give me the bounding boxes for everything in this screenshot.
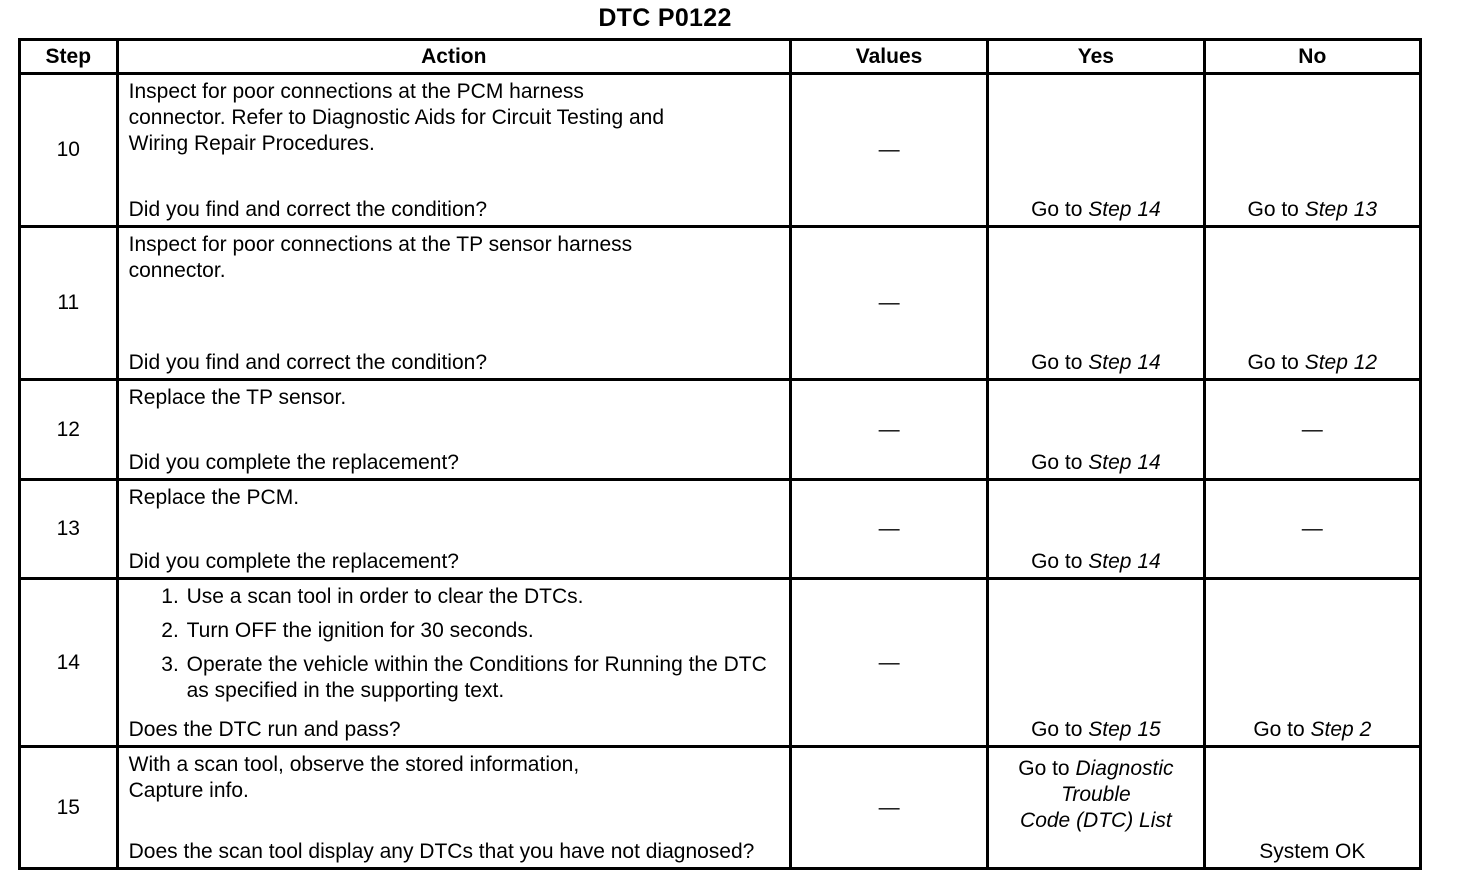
list-item: 3. Operate the vehicle within the Conditions for Running the DTC as specified in the supporting text. bbox=[185, 652, 781, 704]
no-cell bbox=[1204, 480, 1420, 579]
yes-cell bbox=[988, 579, 1204, 747]
header-row bbox=[20, 40, 1421, 74]
header-action: Action bbox=[117, 40, 790, 74]
table-row bbox=[20, 227, 1421, 380]
step-number: 13 bbox=[20, 480, 118, 579]
values-cell: — bbox=[790, 74, 987, 227]
no-cell bbox=[1204, 74, 1420, 227]
no-value: — bbox=[1301, 517, 1323, 540]
step-number: 11 bbox=[20, 227, 118, 380]
action-question: Did you find and correct the condition? bbox=[128, 351, 488, 374]
values-cell: — bbox=[790, 227, 987, 380]
yes-goto-link[interactable]: Go to Step 14 bbox=[1031, 451, 1161, 474]
no-value: System OK bbox=[1259, 840, 1366, 863]
no-cell bbox=[1204, 380, 1420, 480]
action-question: Does the DTC run and pass? bbox=[128, 718, 401, 741]
no-cell bbox=[1204, 227, 1420, 380]
header-no: No bbox=[1204, 40, 1420, 74]
action-question: Did you find and correct the condition? bbox=[128, 198, 488, 221]
action-cell bbox=[117, 74, 790, 227]
table-row bbox=[20, 747, 1421, 869]
page-title: DTC P0122 bbox=[598, 4, 732, 32]
values-cell: — bbox=[790, 380, 987, 480]
list-item: 1. Use a scan tool in order to clear the DTCs. bbox=[185, 584, 781, 610]
table-row bbox=[20, 380, 1421, 480]
action-cell bbox=[117, 747, 790, 869]
action-cell bbox=[117, 227, 790, 380]
values-cell: — bbox=[790, 480, 987, 579]
action-text: Replace the TP sensor. bbox=[128, 386, 347, 409]
yes-goto-link[interactable]: Go to Step 14 bbox=[1031, 198, 1161, 221]
no-goto-link[interactable]: Go to Step 12 bbox=[1247, 351, 1378, 374]
step-number: 10 bbox=[20, 74, 118, 227]
action-text: Replace the PCM. bbox=[128, 486, 300, 509]
yes-goto-link[interactable]: Go to Step 15 bbox=[1031, 718, 1161, 741]
yes-cell bbox=[988, 747, 1204, 869]
list-item: 2. Turn OFF the ignition for 30 seconds. bbox=[185, 618, 781, 644]
action-text: Inspect for poor connections at the PCM harness connector. Refer to Diagnostic Aids for Circuit Testing and Wiring Repair Procedures. bbox=[128, 80, 665, 155]
yes-goto-link[interactable]: Go to Step 14 bbox=[1031, 351, 1161, 374]
step-number: 15 bbox=[20, 747, 118, 869]
no-goto-link[interactable]: Go to Step 13 bbox=[1247, 198, 1378, 221]
table-row bbox=[20, 579, 1421, 747]
diagnostic-table bbox=[18, 38, 1422, 870]
table-row bbox=[20, 480, 1421, 579]
yes-goto-link[interactable]: Go to Step 14 bbox=[1031, 550, 1161, 573]
step-number: 14 bbox=[20, 579, 118, 747]
values-cell: — bbox=[790, 579, 987, 747]
no-value: — bbox=[1301, 417, 1323, 441]
action-text: With a scan tool, observe the stored information, Capture info. bbox=[128, 753, 580, 802]
no-cell bbox=[1204, 747, 1420, 869]
action-cell bbox=[117, 579, 790, 747]
no-cell bbox=[1204, 579, 1420, 747]
step-number: 12 bbox=[20, 380, 118, 480]
header-yes: Yes bbox=[988, 40, 1204, 74]
yes-cell bbox=[988, 227, 1204, 380]
action-cell bbox=[117, 480, 790, 579]
action-text: Inspect for poor connections at the TP sensor harness connector. bbox=[128, 233, 633, 282]
table-row bbox=[20, 74, 1421, 227]
action-question: Does the scan tool display any DTCs that you have not diagnosed? bbox=[128, 840, 755, 863]
action-list bbox=[129, 584, 781, 704]
action-question: Did you complete the replacement? bbox=[128, 451, 459, 474]
header-values: Values bbox=[790, 40, 987, 74]
action-question: Did you complete the replacement? bbox=[128, 550, 459, 573]
no-goto-link[interactable]: Go to Step 2 bbox=[1253, 718, 1372, 741]
header-step: Step bbox=[20, 40, 118, 74]
values-cell: — bbox=[790, 747, 987, 869]
yes-cell bbox=[988, 74, 1204, 227]
yes-cell bbox=[988, 480, 1204, 579]
yes-cell bbox=[988, 380, 1204, 480]
action-cell bbox=[117, 380, 790, 480]
yes-goto-link[interactable]: Go to Diagnostic Trouble Code (DTC) List bbox=[1018, 757, 1174, 832]
